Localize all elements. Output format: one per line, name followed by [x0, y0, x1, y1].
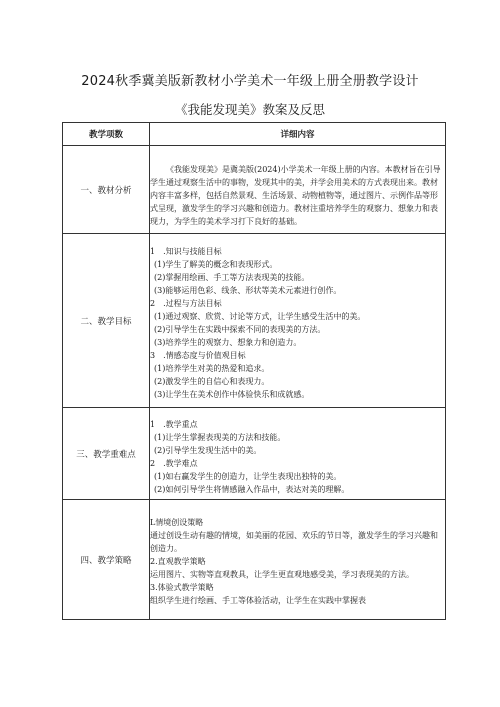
content-line: 2 .教学难点: [150, 458, 198, 468]
content-line: 1 .教学重点: [150, 419, 198, 429]
content-line: 通过创设生动有趣的情境，如美丽的花园、欢乐的节日等，激发学生的学习兴趣和创造力。: [150, 530, 438, 553]
content-line: 2.直观教学策略: [150, 556, 206, 566]
row-label: 一、教材分析: [63, 146, 150, 234]
content-line: (3)培养学生的观察力、想象力和创造力。: [154, 338, 302, 347]
content-line: (2)引导学生发现生活中的美。: [154, 445, 262, 455]
table-row: [63, 500, 446, 620]
document-subtitle: 《我能发现美》教案及反思: [174, 102, 325, 117]
document-title: 2024秋季冀美版新教材小学美术一年级上册全册教学设计: [81, 74, 419, 89]
row-label: 三、教学重难点: [63, 408, 150, 500]
content-line: 运用图片、实物等直观教具，让学生更直观地感受美，学习表现美的方法。: [150, 569, 414, 579]
content-line: (2)引导学生在实践中探索不同的表现美的方法。: [154, 325, 326, 334]
content-line: (2)掌握用绘画、手工等方法表现美的技能。: [154, 273, 310, 282]
content-line: 1 .知识与技能目标: [150, 247, 222, 256]
row-label: 二、教学目标: [63, 234, 150, 408]
table-row: [63, 146, 446, 234]
content-line: 3 .情感态度与价值观目标: [150, 351, 246, 360]
content-line: 2 .过程与方法目标: [150, 299, 222, 308]
content-line: (1)让学生掌握表现美的方法和技能。: [154, 432, 286, 442]
content-line: (1)通过观察、欣赏、讨论等方式，让学生感受生活中的美。: [154, 312, 366, 321]
content-line: (1)学生了解美的概念和表现形式。: [154, 260, 278, 269]
row-label: 四、教学策略: [63, 500, 150, 620]
table-header-row: [63, 123, 446, 146]
table-row: [63, 234, 446, 408]
content-line: L情境创设策略: [150, 517, 204, 527]
header-item: 教学项数: [63, 123, 150, 146]
content-line: (3)能够运用色彩、线条、形状等美术元素进行创作。: [154, 286, 342, 295]
row-content: [150, 500, 446, 620]
row-content: [150, 234, 446, 408]
content-line: 组织学生进行绘画、手工等体验活动，让学生在实践中掌握表: [150, 595, 366, 605]
header-content: 详细内容: [150, 123, 446, 146]
content-paragraph: 《我能发现美》是冀美版(2024)小学美术一年级上册的内容。本教材旨在引导学生通过观察生活中的事物，发现其中的美，并学会用美术的方式表现出来。教材内容丰富多样，包括自然景观、生活场景、动物植物等，通过图片、示例作品等形式呈现，激发学生的学习兴趣和创造力。教材注重培养学生的观察力、想象力和表现力，为学生的美术学习打下良好的基础。: [150, 165, 441, 226]
table-row: [63, 408, 446, 500]
content-line: (1)培养学生对美的热爱和追求。: [154, 364, 270, 373]
row-content: [150, 408, 446, 500]
row-content: [150, 146, 446, 234]
content-line: 3.体验式教学策略: [150, 582, 214, 592]
lesson-plan-table: [62, 122, 446, 620]
content-line: (3)让学生在美术创作中体验快乐和成就感。: [154, 390, 310, 399]
content-line: (2)如何引导学生将情感融入作品中，表达对美的理解。: [154, 484, 350, 494]
content-line: (1)如右赢发学生的创造力，让学生表现出独特的美。: [154, 471, 342, 481]
content-line: (2)激发学生的自信心和表现力。: [154, 377, 270, 386]
